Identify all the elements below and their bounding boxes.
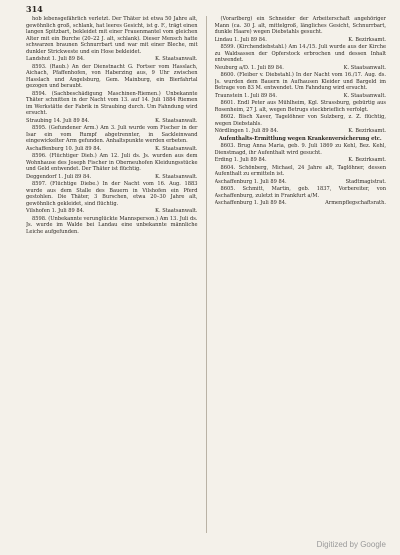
signature-authority: K. Staatsanwalt. xyxy=(155,208,198,214)
left-column xyxy=(26,16,198,533)
notice-paragraph: 8599. (Kirchendiebstahl.) Am 14./15. Juli wurde aus der Kirche zu Waldsassen der Opferstock erbrochen und dessen Inhalt entwendet. xyxy=(214,44,386,63)
section-heading: Aufenthalts-Ermittlung wegen Krankenversicherung etc. xyxy=(218,135,382,142)
signature-place-date: Erding 1. Juli 89 84. xyxy=(214,157,267,163)
signature-authority: K. Staatsanwalt. xyxy=(155,145,198,152)
signature-line xyxy=(26,208,198,215)
notice-paragraph: (Vorarlberg) ein Schneider der Arbeiterschaft angehöriger Mann (ca. 30 J. alt, mittelgroß, längliches Gesicht, Schnurrbart, dunkle Haare) wegen Diebstahls gesucht. xyxy=(214,16,386,35)
signature-line xyxy=(26,56,198,63)
signature-line xyxy=(215,157,387,164)
signature-authority: Stadtmagistrat. xyxy=(345,178,386,185)
notice-paragraph: 8605. Schmitt, Martin, geb. 1837, Vorbereiter, von Aschaffenburg, zuletzt in Frankfurt a/M. xyxy=(214,186,386,199)
google-watermark: Digitized by Google xyxy=(316,540,386,549)
notice-paragraph: hob lebensgefährlich verletzt. Der Thäter ist etwa 50 Jahre alt, gewöhnlich groß, schlank, hat leeres Gesicht, ist g. F., trägt einen langen Spitzbart, bekleidet mit einer Frauenmantel vom gleichen Alter mit ein Burche (20–22 J. alt, schlank). Dieser Mensch hatte schwarzen braunen Schnurrbart und war mit einer Bleche, mit dunkler Strickweste und ein Hose bekleidet. xyxy=(26,16,198,55)
signature-line xyxy=(215,200,387,207)
signature-authority: K. Bezirksamt. xyxy=(348,157,386,163)
signature-authority: K. Bezirksamt. xyxy=(348,36,386,43)
signature-place-date: Traunstein 1. Juli 89 84. xyxy=(214,92,278,99)
notice-paragraph: 8594. (Sachbeschädigung Maschinen-Riemen.) Unbekannte Thäter schnitten in der Nacht vom 13. auf 14. Juli 1884 Riemen im Werkstätte der Fabrik in Straubing durch. Um Fahndung wird ersucht. xyxy=(26,90,198,116)
signature-line xyxy=(26,146,198,153)
signature-authority: K. Bezirksamt. xyxy=(348,128,386,134)
signature-line xyxy=(215,128,387,135)
notice-paragraph: 8601. Endl Peter aus Mühlheim, Kgl. Strassburg, gebürtig aus Rosenheim, 27 J. alt, wegen Betrugs steckbrieflich verfolgt. xyxy=(214,100,386,113)
notice-paragraph: 8593. (Raub.) An der Dienstnacht G. Fortser vom Hasslach, Aichach, Pfaffenhofen, von Haberzing aus, 9 Uhr zwischen Hasslach und Angelsburg, Gem. Mainburg, ein Bierfahrtal gezogen und beraubt. xyxy=(26,63,198,89)
page-number: 314 xyxy=(26,4,43,14)
signature-authority: K. Staatsanwalt. xyxy=(155,173,198,180)
signature-place-date: Deggendorf 1. Juli 89 84. xyxy=(26,173,92,180)
signature-place-date: Straubing 14. Juli 89 84. xyxy=(26,117,90,124)
signature-place-date: Vilshofen 1. Juli 89 84. xyxy=(26,208,85,214)
signature-line xyxy=(215,179,387,186)
notice-paragraph: 8602. Bisch Xaver, Tagelöhner von Sulzberg, z. Z. flüchtig, wegen Diebstahls. xyxy=(214,114,386,127)
right-column xyxy=(215,16,387,533)
signature-place-date: Aschaffenburg 1. Juli 89 84. xyxy=(214,178,287,185)
notice-paragraph: 8600. (Fleiber v. Diebstahl.) In der Nacht vom 16./17. Aug. ds. Js. wurden dem Bauern in Aufhausen Kleider und Bargeld im Betrage von 83 M. entwendet. Um Fahndung wird ersucht. xyxy=(214,72,386,91)
notice-paragraph: 8603. Brug Anna Maria, geb. 9. Juli 1869 zu Kehl, Bez. Kehl, Dienstmagd, ihr Aufenthalt wird gesucht. xyxy=(214,143,386,156)
signature-authority: Armenpflegschaftsrath. xyxy=(325,200,386,206)
signature-authority: K. Staatsanwalt. xyxy=(155,56,198,62)
signature-line xyxy=(215,93,387,100)
signature-line xyxy=(26,118,198,125)
signature-line xyxy=(215,37,387,44)
signature-place-date: Neuburg a/D. 1. Juli 89 84. xyxy=(214,64,284,71)
column-divider xyxy=(206,16,207,533)
signature-authority: K. Staatsanwalt. xyxy=(343,92,386,99)
signature-place-date: Landshut 1. Juli 89 84. xyxy=(26,56,85,62)
signature-line xyxy=(26,174,198,181)
notice-paragraph: 8598. (Unbekannte verunglückte Mannsperson.) Am 13. Juli ds. Js. wurde im Walde bei Landau eine unbekannte männliche Leiche aufgefunden. xyxy=(26,215,198,235)
text-columns xyxy=(26,16,386,533)
notice-paragraph: 8597. (Flüchtige Diebe.) In der Nacht vom 16. Aug. 1883 wurde aus dem Stalle des Bauern in Vilshofen ein Pferd gestohlen. Die Thäter, 3 Burschen, etwa 20–30 Jahre alt, gewöhnlich gekleidet, sind flüchtig. xyxy=(26,181,198,207)
signature-place-date: Aschaffenburg 10. Juli 89 84. xyxy=(26,145,102,152)
signature-place-date: Nördlingen 1. Juli 89 84. xyxy=(214,128,279,134)
notice-paragraph: 8604. Schönberg, Michael, 24 Jahre alt, Taglöhner, dessen Aufenthalt zu ermitteln ist. xyxy=(214,164,386,177)
signature-authority: K. Staatsanwalt. xyxy=(155,117,198,124)
signature-place-date: Aschaffenburg 1. Juli 89 84. xyxy=(214,200,287,206)
signature-authority: K. Staatsanwalt. xyxy=(343,64,386,71)
signature-place-date: Lindau 1. Juli 89 84. xyxy=(214,36,267,43)
notice-paragraph: 8595. (Gefundener Arm.) Am 3. Juli wurde vom Fischer in der Isar ein vom Rumpf abgetrennter, in Sackleinwand eingewickelter Arm gefunden. Anhaltspunkte werden erbeten. xyxy=(26,125,198,144)
notice-paragraph: 8596. (Flüchtiger Dieb.) Am 12. Juli ds. Js. wurden aus dem Wohnhause des Joseph Fischer in Oberneuhofen Kleidungsstücke und Geld entwendet. Der Thäter ist flüchtig. xyxy=(26,153,198,172)
signature-line xyxy=(215,65,387,72)
